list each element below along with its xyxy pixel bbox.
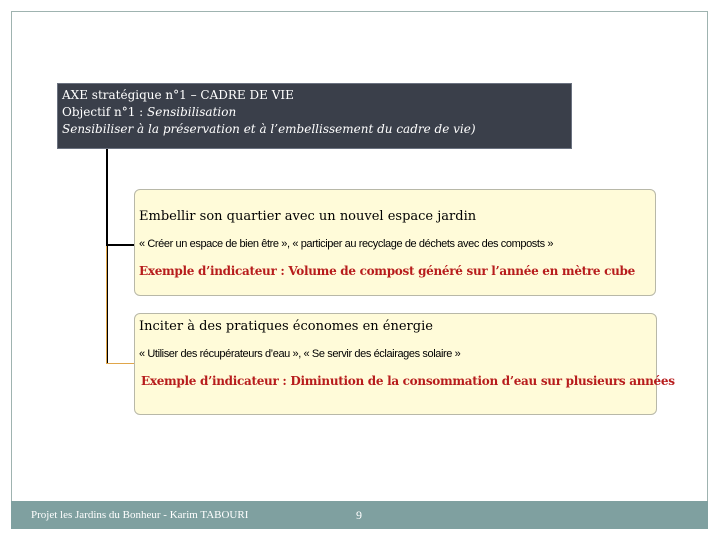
- axis-title: AXE stratégique n°1 – CADRE DE VIE: [62, 88, 294, 102]
- tree-connector-branch-2: [106, 363, 134, 364]
- strategic-axis-header: [57, 83, 572, 149]
- action-1-description: « Créer un espace de bien être », « participer au recyclage de déchets avec des composts »: [139, 238, 554, 250]
- objective-line: [62, 104, 567, 121]
- action-2-indicator: Exemple d’indicateur : Diminution de la consommation d’eau sur plusieurs années: [141, 374, 675, 388]
- objective-value: Sensibilisation: [147, 105, 237, 119]
- action-1-title: Embellir son quartier avec un nouvel espace jardin: [139, 209, 477, 224]
- footer-text: Projet les Jardins du Bonheur - Karim TABOURI: [31, 509, 249, 521]
- action-2-title: Inciter à des pratiques économes en énergie: [139, 319, 433, 334]
- action-1-indicator: Exemple d’indicateur : Volume de compost généré sur l’année en mètre cube: [139, 264, 635, 278]
- objective-label: Objectif n°1 :: [62, 105, 148, 119]
- tree-connector-branch-1: [106, 244, 134, 246]
- tree-connector-vertical-lower: [106, 246, 107, 364]
- page-number: 9: [356, 508, 362, 522]
- objective-description: Sensibiliser à la préservation et à l’embellissement du cadre de vie): [62, 122, 476, 136]
- action-2-description: « Utiliser des récupérateurs d’eau », « Se servir des éclairages solaire »: [139, 348, 461, 360]
